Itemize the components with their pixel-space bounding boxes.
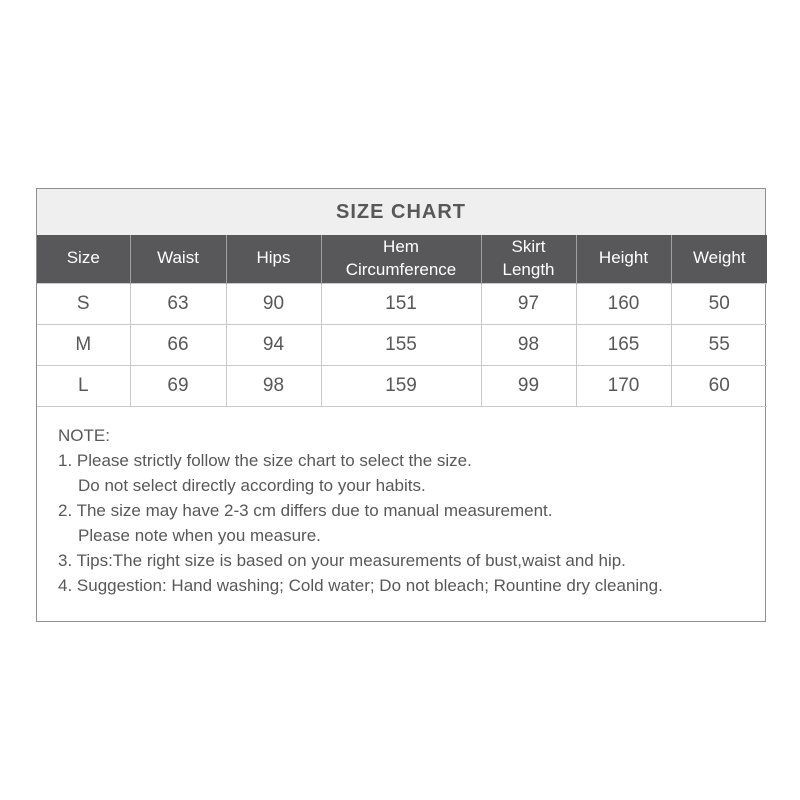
note-heading: NOTE:	[58, 425, 110, 445]
size-label-cell: S	[37, 283, 130, 324]
note-line-3: 3. Tips:The right size is based on your measurements of bust,waist and hip.	[58, 550, 626, 570]
table-cell: 99	[481, 365, 576, 406]
column-header-height: Height	[576, 235, 671, 283]
table-cell: 69	[130, 365, 226, 406]
table-cell: 98	[481, 324, 576, 365]
table-cell: 94	[226, 324, 321, 365]
size-label-cell: L	[37, 365, 130, 406]
table-cell: 151	[321, 283, 481, 324]
column-header-weight: Weight	[671, 235, 767, 283]
table-cell: 50	[671, 283, 767, 324]
table-cell: 97	[481, 283, 576, 324]
table-cell: 165	[576, 324, 671, 365]
size-chart-title: SIZE CHART	[37, 189, 765, 235]
size-table	[37, 235, 767, 407]
table-row-s	[37, 283, 767, 324]
table-cell: 60	[671, 365, 767, 406]
size-chart-panel	[36, 188, 766, 622]
table-cell: 170	[576, 365, 671, 406]
table-cell: 55	[671, 324, 767, 365]
size-label-cell: M	[37, 324, 130, 365]
note-line-2: 2. The size may have 2-3 cm differs due to manual measurement.	[58, 500, 553, 520]
column-header-hips: Hips	[226, 235, 321, 283]
table-cell: 66	[130, 324, 226, 365]
column-header-size: Size	[37, 235, 130, 283]
note-section	[37, 407, 765, 598]
table-row-m	[37, 324, 767, 365]
table-cell: 159	[321, 365, 481, 406]
column-header-hem-circumference: Hem Circumference	[321, 235, 481, 283]
table-cell: 155	[321, 324, 481, 365]
table-cell: 90	[226, 283, 321, 324]
table-cell: 63	[130, 283, 226, 324]
note-line-4: 4. Suggestion: Hand washing; Cold water; Do not bleach; Rountine dry cleaning.	[58, 575, 663, 595]
column-header-skirt-length: Skirt Length	[481, 235, 576, 283]
note-line-2-continued: Please note when you measure.	[78, 525, 321, 545]
table-cell: 98	[226, 365, 321, 406]
table-row-l	[37, 365, 767, 406]
table-cell: 160	[576, 283, 671, 324]
header-row	[37, 235, 767, 283]
column-header-waist: Waist	[130, 235, 226, 283]
note-line-1: 1. Please strictly follow the size chart to select the size.	[58, 450, 472, 470]
note-line-1-continued: Do not select directly according to your habits.	[78, 475, 426, 495]
